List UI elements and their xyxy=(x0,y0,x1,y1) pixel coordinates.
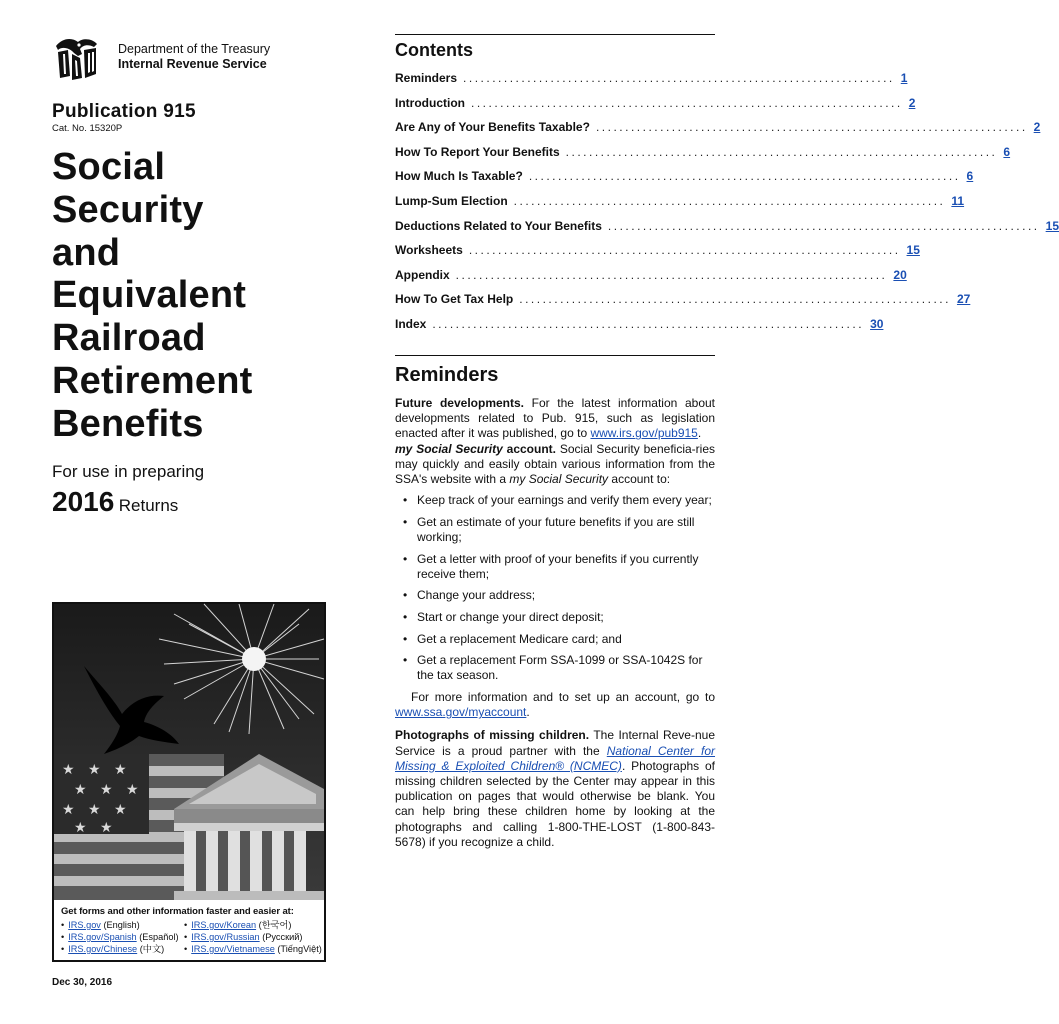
toc-leader: .......................................................................... xyxy=(470,95,903,110)
svg-text:★: ★ xyxy=(88,762,101,778)
title-line: and xyxy=(52,231,121,274)
toc-page-link[interactable]: 11 xyxy=(951,193,965,208)
cover-box xyxy=(52,602,326,962)
toc-label: Index xyxy=(395,316,427,331)
svg-text:★: ★ xyxy=(114,762,127,778)
toc-leader: .......................................................................... xyxy=(463,71,895,85)
toc-label: Worksheets xyxy=(395,243,463,258)
toc-page-link[interactable]: 2 xyxy=(1033,120,1041,135)
future-developments-paragraph xyxy=(395,396,715,442)
toc-leader: .......................................................................... xyxy=(519,292,951,307)
toc-leader: .......................................................................... xyxy=(432,316,865,331)
language-name: (Pусский) xyxy=(262,932,303,942)
my-social-security-paragraph xyxy=(395,442,715,488)
ssa-services-list xyxy=(395,493,715,683)
svg-text:★: ★ xyxy=(88,802,101,818)
toc-label: Are Any of Your Benefits Taxable? xyxy=(395,120,590,135)
toc-page-link[interactable]: 20 xyxy=(893,267,907,282)
missing-children-paragraph xyxy=(395,728,715,850)
page-title xyxy=(52,146,352,446)
toc-item[interactable] xyxy=(395,144,1011,170)
toc-label: Reminders xyxy=(395,71,458,85)
toc-leader: .......................................................................... xyxy=(513,193,946,208)
paragraph-text: The Internal Reve-nue Service is a proud partner with the xyxy=(395,728,715,758)
paragraph-title: account. xyxy=(506,441,556,456)
paragraph-end: . xyxy=(697,426,702,441)
list-item: • Start or change your direct deposit; xyxy=(395,610,715,625)
paragraph-italic: my Social Security xyxy=(509,472,609,487)
language-link-item xyxy=(61,919,179,931)
reminders-top-rule xyxy=(395,355,715,356)
paragraph-text: For more information and to set up an account, go to xyxy=(411,689,715,704)
toc-item[interactable] xyxy=(395,316,884,342)
toc-label: How To Get Tax Help xyxy=(395,292,514,307)
toc-item[interactable] xyxy=(395,292,971,317)
toc-item[interactable] xyxy=(395,169,974,194)
department-name: Department of the Treasury xyxy=(118,42,271,56)
irs-gov-spanish-link[interactable]: IRS.gov/Spanish xyxy=(68,932,137,942)
title-line: Railroad xyxy=(52,317,206,360)
svg-text:★: ★ xyxy=(114,802,127,818)
svg-text:★: ★ xyxy=(74,782,87,798)
svg-text:★: ★ xyxy=(100,820,113,836)
irs-eagle-logo-icon xyxy=(52,36,100,82)
language-name: (Español) xyxy=(139,932,179,942)
ssa-myaccount-link[interactable]: www.ssa.gov/myaccount xyxy=(395,705,527,720)
language-name: (中文) xyxy=(139,944,165,954)
contents-heading: Contents xyxy=(395,40,473,60)
irs-gov-chinese-link[interactable]: IRS.gov/Chinese xyxy=(68,944,138,954)
toc-item[interactable] xyxy=(395,193,965,219)
irs-gov-vietnamese-link[interactable]: IRS.gov/Vietnamese xyxy=(191,944,275,954)
forms-info-box xyxy=(54,902,324,960)
title-line: Security xyxy=(52,188,204,231)
toc-item[interactable] xyxy=(395,218,1059,244)
paragraph-title: Photographs of missing children. xyxy=(395,728,590,743)
returns-label: Returns xyxy=(118,496,179,515)
language-link-item xyxy=(184,931,322,943)
toc-page-link[interactable]: 27 xyxy=(956,292,971,307)
toc-item[interactable] xyxy=(395,71,908,96)
toc-label: Appendix xyxy=(395,267,450,282)
publication-date: Dec 30, 2016 xyxy=(52,977,113,988)
list-item: • Get a replacement Form SSA-1099 or SSA-1042S for the tax season. xyxy=(395,653,715,683)
list-item: • Get a replacement Medicare card; and xyxy=(395,632,715,647)
paragraph-text: account to: xyxy=(611,472,671,487)
svg-text:★: ★ xyxy=(100,782,113,798)
paragraph-text: For the latest information about developments related to Pub. 915, such as legislation enacted after it was published, go to xyxy=(395,396,715,441)
forms-info-heading: Get forms and other information faster and easier at: xyxy=(61,906,294,917)
paragraph-title-italic: my Social Security xyxy=(395,441,503,456)
language-links-left xyxy=(61,919,179,955)
irs-pub915-link[interactable]: www.irs.gov/pub915 xyxy=(590,426,698,441)
publication-number: Publication 915 xyxy=(52,101,196,122)
title-line: Equivalent xyxy=(52,274,247,317)
toc-leader: .......................................................................... xyxy=(565,144,998,159)
toc-leader: .......................................................................... xyxy=(455,267,888,282)
irs-gov-korean-link[interactable]: IRS.gov/Korean xyxy=(191,920,257,930)
toc-label: Deductions Related to Your Benefits xyxy=(395,218,602,233)
list-item: • Keep track of your earnings and verify them every year; xyxy=(395,493,715,508)
toc-label: Introduction xyxy=(395,95,465,110)
list-item: • Change your address; xyxy=(395,588,715,603)
toc-page-link[interactable]: 15 xyxy=(1045,218,1059,233)
svg-text:★: ★ xyxy=(74,820,87,836)
toc-item[interactable] xyxy=(395,120,1041,145)
catalog-number: Cat. No. 15320P xyxy=(52,123,123,134)
svg-text:★: ★ xyxy=(126,782,139,798)
title-line: Social xyxy=(52,146,166,188)
table-of-contents xyxy=(395,71,1059,342)
ncmec-link[interactable]: National Center for Missing & Exploited Children® (NCMEC) xyxy=(395,743,716,773)
paragraph-text: Social Security beneficia-ries may quickly and easily obtain various information from the SSA's website with a xyxy=(395,441,715,487)
paragraph-end: . xyxy=(526,705,530,720)
eagle-fireworks-flag-supreme-court-illustration xyxy=(54,604,324,900)
language-link-item xyxy=(184,943,322,955)
reminders-heading: Reminders xyxy=(395,364,499,386)
list-item: • Get an estimate of your future benefits if you are still working; xyxy=(395,515,715,545)
contents-top-rule xyxy=(395,34,715,35)
for-use-text: For use in preparing xyxy=(52,462,205,481)
paragraph-text: . Photographs of missing children selected by the Center may appear in this publication on pages that would otherwise be blank. You can help bring these children home by looking at the photographs and calling 1-800-THE-LOST (1-800-843-5678) if you recognize a child. xyxy=(395,758,716,849)
toc-item[interactable] xyxy=(395,243,920,268)
toc-page-link[interactable]: 2 xyxy=(908,95,916,110)
year-value: 2016 xyxy=(52,486,115,517)
language-link-item xyxy=(184,919,322,931)
list-item: • Get a letter with proof of your benefits if you currently receive them; xyxy=(395,552,715,582)
language-links-right xyxy=(184,919,322,955)
paragraph-title: Future developments. xyxy=(395,396,524,410)
agency-header xyxy=(52,36,312,82)
toc-item[interactable] xyxy=(395,95,916,121)
irs-gov-russian-link[interactable]: IRS.gov/Russian xyxy=(191,932,260,942)
toc-item[interactable] xyxy=(395,267,907,293)
toc-leader: .......................................................................... xyxy=(528,169,961,184)
language-link-item xyxy=(61,931,179,943)
reminders-body xyxy=(395,396,715,850)
toc-page-link[interactable]: 30 xyxy=(870,316,884,331)
title-line: Benefits xyxy=(52,402,204,445)
toc-page-link[interactable]: 6 xyxy=(1003,144,1011,159)
language-name: (한국어) xyxy=(258,920,292,930)
toc-page-link[interactable]: 6 xyxy=(966,169,974,184)
title-line: Retirement xyxy=(52,359,253,402)
svg-text:★: ★ xyxy=(62,802,75,818)
toc-page-link[interactable]: 1 xyxy=(900,71,908,85)
toc-label: How To Report Your Benefits xyxy=(395,144,560,159)
toc-leader: .......................................................................... xyxy=(607,218,1040,233)
language-link-item xyxy=(61,943,179,955)
irs-gov-link[interactable]: IRS.gov xyxy=(68,920,101,930)
service-name: Internal Revenue Service xyxy=(118,57,267,71)
toc-label: How Much Is Taxable? xyxy=(395,169,523,184)
more-info-paragraph xyxy=(395,690,715,720)
toc-label: Lump-Sum Election xyxy=(395,193,508,208)
toc-page-link[interactable]: 15 xyxy=(906,243,920,258)
language-name: (TiếngViệt) xyxy=(277,944,322,954)
toc-leader: .......................................................................... xyxy=(468,243,901,258)
svg-text:★: ★ xyxy=(62,762,75,778)
toc-leader: .......................................................................... xyxy=(595,120,1028,135)
language-name: (English) xyxy=(103,920,140,930)
tax-year xyxy=(52,486,178,518)
